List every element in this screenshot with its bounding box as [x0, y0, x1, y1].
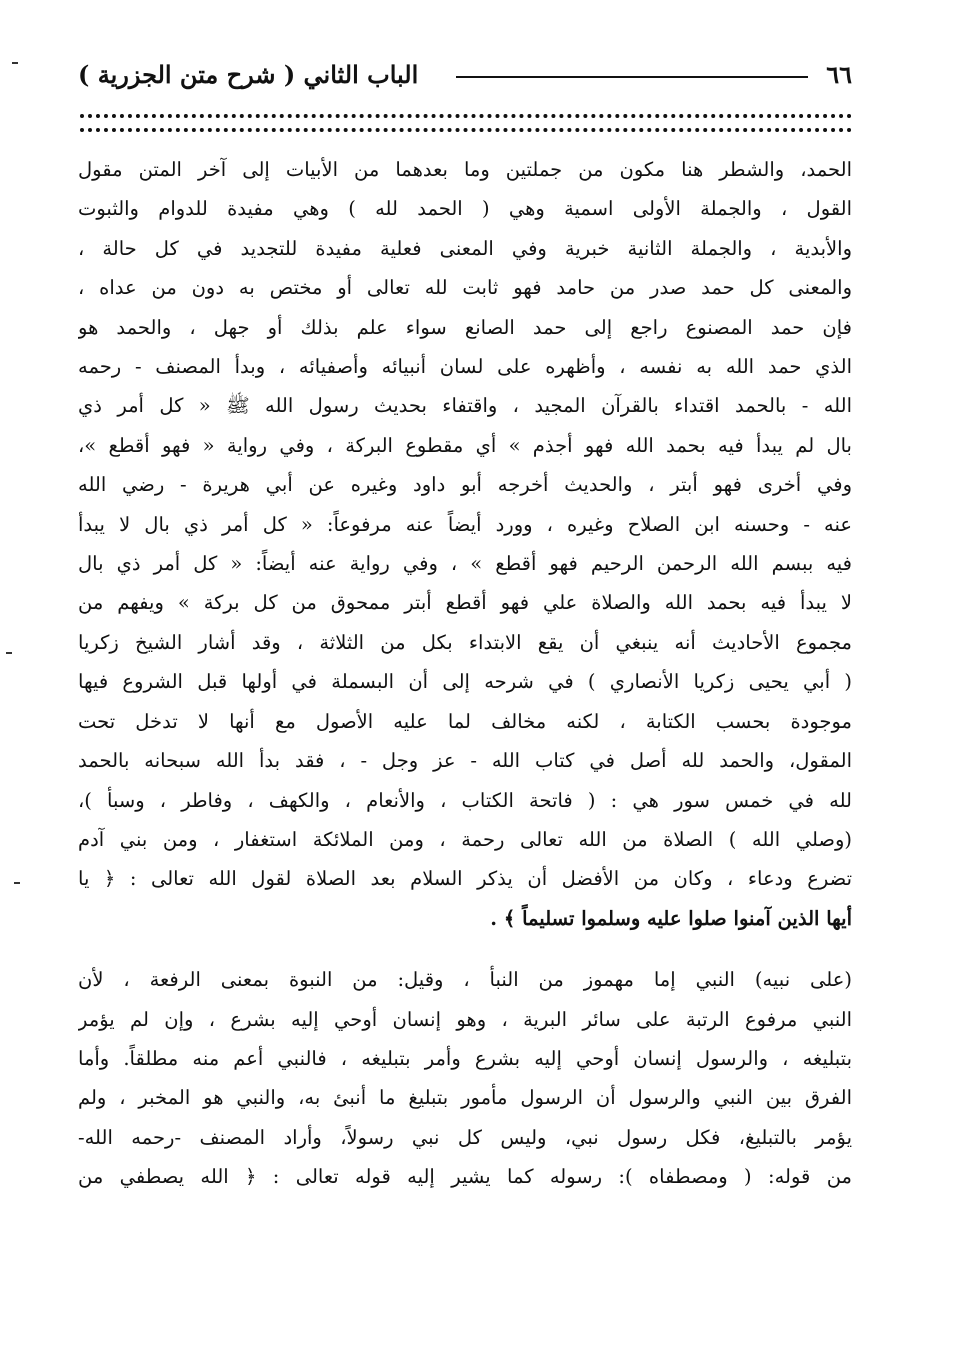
- paragraph-2: [78, 960, 852, 1196]
- text-line: الله - بالحمد اقتداء بالقرآن المجيد ، واقتفاء بحديث رسول الله ﷺ « كل أمر ذي: [78, 394, 852, 418]
- text-line: النبي مرفوع الرتبة على سائر البرية ، وهو إنسان أوحي إليه بشرع ، وإن لم يؤمر: [78, 1007, 852, 1031]
- text-line: والمعنى كل حمد صدر من حامد فهو ثابت لله تعالى أو مختص به دون من عداه ،: [78, 276, 852, 300]
- paragraph-1: [78, 150, 852, 938]
- text-line: مجموع الأحاديث أنه ينبغي أن يقع الابتداء بكل من الثلاثة ، وقد أشار الشيخ زكريا: [78, 630, 852, 654]
- text-line: تضرع ودعاء ، وكان من الأفضل أن يذكر السلام بعد الصلاة لقول الله تعالى : ﴿ يا: [78, 867, 852, 891]
- text-line: عنه - وحسنه ابن الصلاح وغيره ، وورد أيضاً عنه مرفوعاً: « كل أمر ذي بال لا يبدأ: [78, 512, 852, 536]
- text-line: الذي حمد الله به نفسه ، وأظهره على لسان أنبيائه وأصفيائه ، وبدأ المصنف - رحمه: [78, 355, 852, 379]
- header-dotted-rule-bottom: [80, 128, 852, 132]
- text-line: والأبدية ، والجملة الثانية خبرية وفي المعنى فعلية مفيدة للتجديد في كل حالة ،: [78, 236, 852, 260]
- scan-margin-mark: [12, 62, 18, 64]
- text-line: المقول، والحمد لله أصل في كتاب الله - عز وجل - ، فقد بدأ الله سبحانه بالحمد: [78, 749, 852, 773]
- text-line: ( أبي يحيى زكريا الأنصاري ) في شرحه إلى أن البسملة في أولها قبل الشروع فيها: [78, 670, 852, 694]
- text-line: القول ، والجملة الأولى اسمية وهي ( الحمد لله ) وهي مفيدة للدوام والثبوت: [78, 197, 852, 221]
- text-line: يؤمر بالتبليغ، فكل رسول نبي، وليس كل نبي رسولاً، وأراد المصنف -رحمه الله-: [78, 1125, 852, 1149]
- header-rule: [456, 76, 808, 78]
- text-line: الحمد، والشطر هنا مكون من جملتين وما بعدهما من الأبيات إلى آخر المتن مقول: [78, 158, 852, 181]
- text-line: بال لم يبدأ فيه بحمد الله فهو أجذم » أي مقطوع البركة ، وفي رواية « فهو أقطع »،: [78, 433, 852, 457]
- text-line: بتبليغه ، والرسول إنسان أوحي إليه بشرع وأمر بتبليغه ، فالنبي أعم منه مطلقاً. وأما: [78, 1046, 852, 1070]
- scan-margin-mark: [14, 882, 20, 884]
- chapter-title: الباب الثاني ( شرح متن الجزرية ): [78, 60, 419, 89]
- text-line: (وصلي الله ) الصلاة من الله تعالى رحمة ، ومن الملائكة استغفار ، ومن بني آدم: [78, 827, 852, 851]
- text-line: لا يبدأ فيه بحمد الله والصلاة علي فهو أقطع أبتر ممحوق من كل بركة » ويفهم من: [78, 591, 852, 615]
- text-line: (على نبيه) النبي إما مهموز من النبأ ، وقيل: من النبوة بمعنى الرفعة ، لأن: [78, 968, 852, 992]
- text-line: من قوله: ( ومصطفاه ): رسوله كما يشير إليه قوله تعالى : ﴿ الله يصطفي من: [78, 1165, 852, 1189]
- page-header: [78, 58, 852, 92]
- text-line: لله في خمس سور هي : ( فاتحة الكتاب ، والأنعام ، والكهف ، وفاطر ، وسبأ )،: [78, 788, 852, 812]
- text-line: وفي أخرى فهو أبتر ، والحديث أخرجه أبو داود وغيره عن أبي هريرة - رضي الله: [78, 473, 852, 497]
- page-body: [78, 150, 852, 1197]
- text-line: فإن حمد المصنوع راجع إلى حمد الصانع سواء علم بذلك أو جهل ، والحمد هو: [78, 315, 852, 339]
- page-number: ٦٦: [826, 60, 852, 89]
- text-line: الفرق بين النبي والرسول أن الرسول مأمور بتبليغ ما أنبئ به، والنبي هو المخبر ، ولم: [78, 1086, 852, 1110]
- paragraph-gap: [78, 938, 852, 960]
- quran-verse-line: أيها الذين آمنوا صلوا عليه وسلموا تسليماً ﴾ .: [490, 906, 852, 930]
- text-line: موجودة بحسب الكتابة ، لكنه مخالف لما عليه الأصول مع أنها لا تدخل تحت: [78, 709, 852, 733]
- header-dotted-rule-top: [80, 114, 852, 118]
- text-line: فيه ببسم الله الرحمن الرحيم فهو أقطع » ، وفي رواية عنه أيضاً: « كل أمر ذي بال: [78, 552, 852, 576]
- scan-margin-mark: [6, 652, 12, 654]
